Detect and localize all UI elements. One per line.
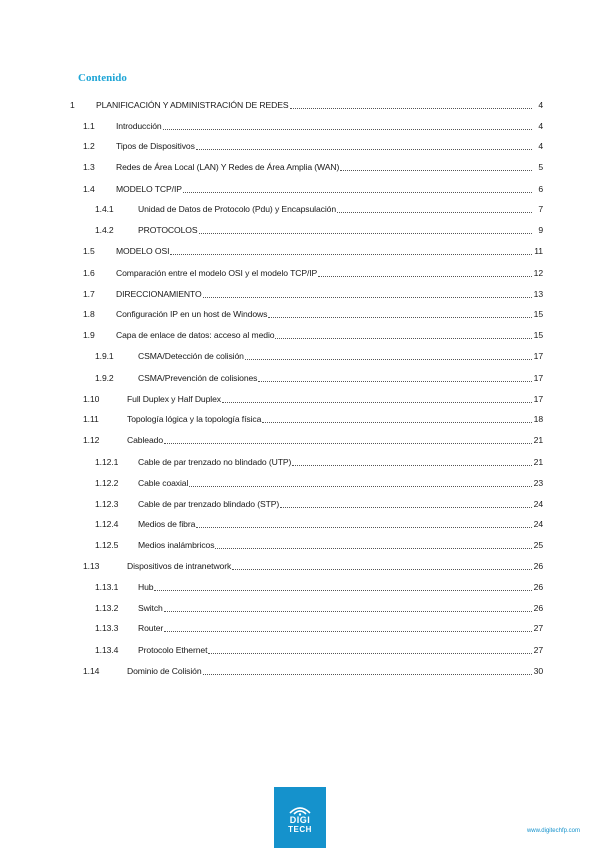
- toc-entry-page: 12: [533, 268, 543, 278]
- toc-leader: [196, 527, 531, 528]
- digitech-logo: [274, 787, 326, 848]
- logo-text-line1: DIGI: [289, 814, 311, 825]
- toc-entry-title: Cable coaxial: [138, 478, 189, 488]
- wifi-arcs-icon: [283, 802, 317, 816]
- logo-text-line2: TECH: [288, 824, 312, 834]
- toc-entry-page: 15: [533, 330, 543, 340]
- toc-entry-title: Comparación entre el modelo OSI y el modelo TCP/IP: [116, 268, 318, 278]
- toc-entry-title: Unidad de Datos de Protocolo (Pdu) y Encapsulación: [138, 204, 337, 214]
- toc-entry-page: 15: [533, 309, 543, 319]
- toc-entry-number: 1.13.1: [95, 582, 119, 592]
- toc-entry-title: Cable de par trenzado no blindado (UTP): [138, 457, 292, 467]
- toc-leader: [290, 108, 532, 109]
- toc-leader: [340, 170, 532, 171]
- toc-leader: [232, 569, 531, 570]
- toc-leader: [203, 297, 532, 298]
- toc-entry-page: 23: [533, 478, 543, 488]
- toc-entry-title: PROTOCOLOS: [138, 225, 198, 235]
- toc-leader: [208, 653, 531, 654]
- toc-leader: [318, 276, 531, 277]
- toc-entry[interactable]: [95, 349, 543, 363]
- toc-entry[interactable]: [83, 664, 543, 678]
- toc-entry-title: Switch: [138, 603, 163, 613]
- toc-entry-title: Dispositivos de intranetwork: [127, 561, 232, 571]
- toc-entry[interactable]: [95, 621, 543, 635]
- toc-entry-page: 18: [533, 414, 543, 424]
- toc-entry-title: Dominio de Colisión: [127, 666, 202, 676]
- toc-entry-number: 1.12.4: [95, 519, 119, 529]
- toc-leader: [170, 254, 532, 255]
- toc-entry[interactable]: [83, 160, 543, 174]
- toc-entry-number: 1.13.4: [95, 645, 119, 655]
- toc-entry-number: 1.4: [83, 184, 95, 194]
- toc-entry-title: DIRECCIONAMIENTO: [116, 289, 202, 299]
- toc-entry-number: 1.12.5: [95, 540, 119, 550]
- toc-entry-title: MODELO TCP/IP: [116, 184, 182, 194]
- toc-entry-page: 4: [538, 141, 543, 151]
- toc-leader: [215, 548, 531, 549]
- toc-entry-title: Cable de par trenzado blindado (STP): [138, 499, 280, 509]
- toc-entry[interactable]: [83, 287, 543, 301]
- toc-entry-page: 13: [533, 289, 543, 299]
- toc-entry[interactable]: [95, 455, 543, 469]
- toc-entry-page: 6: [538, 184, 543, 194]
- toc-entry[interactable]: [95, 538, 543, 552]
- toc-entry[interactable]: [83, 244, 543, 258]
- toc-leader: [183, 192, 532, 193]
- toc-entry-page: 7: [538, 204, 543, 214]
- toc-leader: [292, 465, 531, 466]
- toc-leader: [189, 486, 531, 487]
- toc-leader: [337, 212, 532, 213]
- toc-entry-title: CSMA/Detección de colisión: [138, 351, 244, 361]
- toc-entry-title: Introducción: [116, 121, 162, 131]
- footer-url[interactable]: www.digitechfp.com: [526, 828, 580, 834]
- toc-entry-title: Cableado: [127, 435, 163, 445]
- toc-entry-page: 11: [534, 246, 543, 256]
- toc-entry-number: 1.4.1: [95, 204, 114, 214]
- toc-entry[interactable]: [95, 202, 543, 216]
- toc-entry[interactable]: [95, 476, 543, 490]
- toc-entry[interactable]: [95, 497, 543, 511]
- toc-entry-title: Hub: [138, 582, 154, 592]
- toc-entry[interactable]: [83, 307, 543, 321]
- toc-entry-number: 1.8: [83, 309, 95, 319]
- toc-leader: [164, 631, 531, 632]
- toc-entry-title: Capa de enlace de datos: acceso al medio: [116, 330, 275, 340]
- toc-leader: [258, 381, 531, 382]
- toc-entry-page: 25: [533, 540, 543, 550]
- toc-entry-page: 5: [538, 162, 543, 172]
- toc-entry-title: Tipos de Dispositivos: [116, 141, 195, 151]
- toc-entry[interactable]: [83, 559, 543, 573]
- toc-entry-number: 1.9: [83, 330, 95, 340]
- toc-entry[interactable]: [83, 328, 543, 342]
- toc-entry[interactable]: [83, 433, 543, 447]
- toc-entry-number: 1.3: [83, 162, 95, 172]
- toc-entry-number: 1: [70, 100, 75, 110]
- toc-entry-page: 30: [533, 666, 543, 676]
- toc-leader: [199, 233, 533, 234]
- toc-entry[interactable]: [83, 139, 543, 153]
- toc-entry-page: 27: [533, 623, 543, 633]
- toc-entry-number: 1.13.2: [95, 603, 119, 613]
- toc-leader: [203, 674, 532, 675]
- toc-entry-title: PLANIFICACIÓN Y ADMINISTRACIÓN DE REDES: [96, 100, 289, 110]
- toc-entry-page: 21: [533, 435, 543, 445]
- toc-entry-page: 21: [533, 457, 543, 467]
- toc-leader: [164, 443, 532, 444]
- toc-entry-page: 24: [533, 519, 543, 529]
- toc-entry-title: MODELO OSI: [116, 246, 170, 256]
- toc-entry-number: 1.7: [83, 289, 95, 299]
- toc-entry-number: 1.4.2: [95, 225, 114, 235]
- toc-leader: [154, 590, 531, 591]
- toc-entry-page: 26: [533, 561, 543, 571]
- toc-entry-title: Configuración IP en un host de Windows: [116, 309, 268, 319]
- toc-heading: Contenido: [78, 72, 127, 84]
- toc-entry-page: 4: [538, 121, 543, 131]
- toc-leader: [222, 402, 532, 403]
- toc-entry[interactable]: [95, 371, 543, 385]
- toc-entry-page: 17: [533, 351, 543, 361]
- toc-entry-page: 26: [533, 603, 543, 613]
- toc-entry-number: 1.12.2: [95, 478, 119, 488]
- toc-entry-title: Protocolo Ethernet: [138, 645, 208, 655]
- toc-entry[interactable]: [83, 119, 543, 133]
- toc-entry-page: 27: [533, 645, 543, 655]
- toc-entry-title: CSMA/Prevención de colisiones: [138, 373, 258, 383]
- toc-entry[interactable]: [95, 517, 543, 531]
- toc-leader: [163, 129, 532, 130]
- toc-entry-title: Topología lógica y la topología física: [127, 414, 262, 424]
- toc-entry[interactable]: [83, 392, 543, 406]
- toc-entry-number: 1.13: [83, 561, 100, 571]
- toc-entry-number: 1.9.1: [95, 351, 114, 361]
- toc-entry-number: 1.12.1: [95, 457, 119, 467]
- toc-entry[interactable]: [95, 601, 543, 615]
- toc-entry[interactable]: [83, 412, 543, 426]
- toc-leader: [280, 507, 531, 508]
- toc-entry-number: 1.14: [83, 666, 100, 676]
- toc-entry-number: 1.1: [83, 121, 95, 131]
- toc-entry[interactable]: [83, 266, 543, 280]
- toc-entry-page: 17: [533, 394, 543, 404]
- toc-leader: [164, 611, 532, 612]
- toc-entry-number: 1.6: [83, 268, 95, 278]
- toc-leader: [262, 422, 531, 423]
- toc-entry-number: 1.10: [83, 394, 100, 404]
- toc-entry-page: 24: [533, 499, 543, 509]
- toc-entry[interactable]: [95, 223, 543, 237]
- toc-entry-title: Medios inalámbricos: [138, 540, 215, 550]
- toc-entry-number: 1.12.3: [95, 499, 119, 509]
- toc-entry-title: Medios de fibra: [138, 519, 196, 529]
- toc-entry-page: 4: [538, 100, 543, 110]
- toc-entry-page: 26: [533, 582, 543, 592]
- toc-entry[interactable]: [95, 643, 543, 657]
- toc-leader: [196, 149, 532, 150]
- toc-entry-title: Full Duplex y Half Duplex: [127, 394, 221, 404]
- toc-leader: [268, 317, 531, 318]
- toc-entry[interactable]: [83, 182, 543, 196]
- toc-entry-title: Redes de Área Local (LAN) Y Redes de Área Amplia (WAN): [116, 162, 340, 172]
- toc-entry-page: 9: [538, 225, 543, 235]
- toc-entry-number: 1.13.3: [95, 623, 119, 633]
- toc-leader: [275, 338, 531, 339]
- toc-entry-title: Router: [138, 623, 164, 633]
- toc-entry-number: 1.11: [83, 414, 99, 424]
- toc-entry-number: 1.2: [83, 141, 95, 151]
- toc-entry-page: 17: [533, 373, 543, 383]
- toc-entry-number: 1.5: [83, 246, 95, 256]
- toc-entry-number: 1.9.2: [95, 373, 114, 383]
- toc-leader: [245, 359, 532, 360]
- toc-entry-number: 1.12: [83, 435, 100, 445]
- toc-entry[interactable]: [95, 580, 543, 594]
- toc-entry[interactable]: [70, 98, 543, 112]
